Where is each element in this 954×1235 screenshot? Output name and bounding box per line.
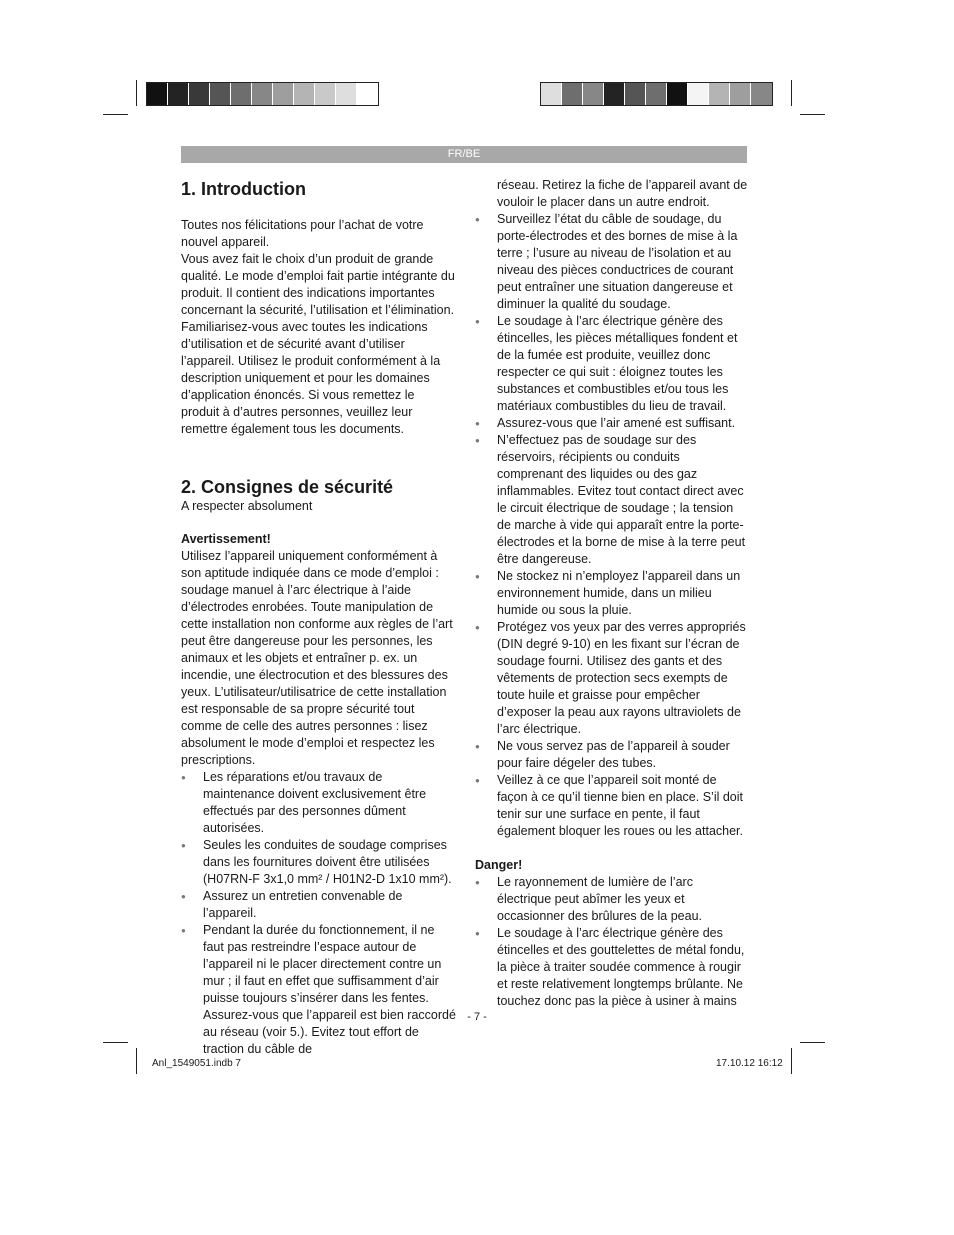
color-swatch	[583, 83, 604, 105]
list-item: ● Les réparations et/ou travaux de maintenance doivent exclusivement être effectués par des personnes dûment autorisées.	[181, 769, 456, 837]
list-item: ● Seules les conduites de soudage comprises dans les fournitures doivent être utilisées (H07RN-F 3x1,0 mm² / H01N2-D 1x10 mm²).	[181, 837, 456, 888]
color-swatch	[210, 83, 231, 105]
color-swatch	[730, 83, 751, 105]
language-bar: FR/BE	[181, 146, 747, 163]
color-swatch-bar-left	[146, 82, 379, 106]
crop-mark	[103, 114, 128, 115]
continued-bullet-text: réseau. Retirez la fiche de l’appareil avant de vouloir le placer dans un autre endroit.	[497, 178, 748, 209]
right-column	[475, 177, 749, 1010]
color-swatch	[189, 83, 210, 105]
color-swatch	[751, 83, 772, 105]
crop-mark	[136, 1048, 137, 1074]
crop-mark	[800, 114, 825, 115]
color-swatch	[688, 83, 709, 105]
list-item: ● Surveillez l’état du câble de soudage, du porte-électrodes et des bornes de mise à la terre ; l’usure au niveau de l’isolation et au niveau des pièces conductrices de courant peut entraîner une situation dangereuse et diminuer la qualité du soudage.	[475, 211, 749, 313]
color-swatch	[604, 83, 625, 105]
list-item: ● Pendant la durée du fonctionnement, il ne faut pas restreindre l’espace autour de l’appareil ni le placer directement contre un mur ; il faut en effet que suffisamment d’air puisse toujours s’insérer dans les fentes. Assurez-vous que l’appareil est bien raccordé au réseau (voir 5.). Evitez tout effort de traction du câble de	[181, 922, 456, 1058]
crop-mark	[791, 1048, 792, 1074]
color-swatch	[357, 83, 378, 105]
page-number: - 7 -	[467, 1011, 487, 1023]
intro-paragraph-2: Vous avez fait le choix d’un produit de grande qualité. Le mode d’emploi fait partie intégrante du produit. Il contient des indications importantes concernant la sécurité, l’utilisation et l’élimination. Familiarisez-vous avec toutes les indications d’utilisation et de sécurité avant d’utiliser l’appareil. Utilisez le produit conformément à la description uniquement et pour les domaines d’application énoncés. Si vous remettez le produit à d’autres personnes, veuillez leur remettre également tous les documents.	[181, 252, 455, 436]
section-title-introduction: 1. Introduction	[181, 179, 306, 199]
color-swatch	[273, 83, 294, 105]
color-swatch	[336, 83, 357, 105]
color-swatch	[541, 83, 562, 105]
list-item: ● Le rayonnement de lumière de l’arc électrique peut abîmer les yeux et occasionner des brûlures de la peau.	[475, 874, 749, 925]
crop-mark	[800, 1042, 825, 1043]
safety-subtitle: A respecter absolument	[181, 499, 313, 513]
warning-paragraph: Utilisez l’appareil uniquement conformément à son aptitude indiquée dans ce mode d’emploi : soudage manuel à l’arc électrique à l’aide d’électrodes enrobées. Toute manipulation de cette installation non conforme aux règles de l’art peut être dangereuse pour les personnes, les animaux et les objets et entraîner p. ex. un incendie, une électrocution et des blessures des yeux. L’utilisateur/utilisatrice de cette installation est responsable de sa propre sécurité tout comme de celle des autres personnes : lisez absolument le mode d’emploi et respectez les prescriptions.	[181, 549, 453, 767]
left-column	[181, 178, 456, 1058]
color-swatch	[231, 83, 252, 105]
list-item: ● Ne stockez ni n’employez l’appareil dans un environnement humide, dans un milieu humide ou sous la pluie.	[475, 568, 749, 619]
safety-bullet-list	[475, 211, 749, 840]
list-item: ● Assurez-vous que l’air amené est suffisant.	[475, 415, 749, 432]
color-swatch	[625, 83, 646, 105]
crop-mark	[103, 1042, 128, 1043]
list-item: ● Ne vous servez pas de l’appareil à souder pour faire dégeler des tubes.	[475, 738, 749, 772]
list-item: ● Le soudage à l’arc électrique génère des étincelles, les pièces métalliques fondent et de la fumée est produite, veuillez donc respecter ce qui suit : éloignez toutes les substances et combustibles et/ou tous les matériaux combustibles du lieu de travail.	[475, 313, 749, 415]
color-swatch	[168, 83, 189, 105]
list-item: ● Veillez à ce que l’appareil soit monté de façon à ce qu’il tienne bien en place. S’il doit tenir sur une surface en pente, il faut également bloquer les roues ou les attacher.	[475, 772, 749, 840]
color-swatch	[315, 83, 336, 105]
list-item: ● Assurez un entretien convenable de l’appareil.	[181, 888, 456, 922]
footer-filename: Anl_1549051.indb 7	[152, 1058, 241, 1069]
color-swatch	[646, 83, 667, 105]
danger-bullet-list	[475, 874, 749, 1010]
list-item: ● Le soudage à l’arc électrique génère des étincelles et des gouttelettes de métal fondu, la pièce à traiter soudée commence à rougir et reste relativement longtemps brûlante. Ne touchez donc pas la pièce à usiner à mains	[475, 925, 749, 1010]
color-swatch	[667, 83, 688, 105]
color-swatch	[294, 83, 315, 105]
danger-heading: Danger!	[475, 858, 523, 872]
crop-mark	[791, 80, 792, 106]
color-swatch	[709, 83, 730, 105]
color-swatch-bar-right	[540, 82, 773, 106]
section-title-safety: 2. Consignes de sécurité	[181, 477, 394, 497]
intro-paragraph-1: Toutes nos félicitations pour l’achat de votre nouvel appareil.	[181, 218, 424, 249]
crop-mark	[136, 80, 137, 106]
list-item: ● Protégez vos yeux par des verres appropriés (DIN degré 9-10) en les fixant sur l’écran de soudage fourni. Utilisez des gants et des vêtements de protection secs exempts de toute huile et graisse pour empêcher d’exposer la peau aux rayons ultraviolets de l’arc électrique.	[475, 619, 749, 738]
footer-timestamp: 17.10.12 16:12	[716, 1058, 783, 1069]
color-swatch	[562, 83, 583, 105]
color-swatch	[252, 83, 273, 105]
list-item: ● N’effectuez pas de soudage sur des réservoirs, récipients ou conduits comprenant des liquides ou des gaz inflammables. Evitez tout contact direct avec le circuit électrique de soudage ; la tension de marche à vide qui apparaît entre la porte-électrodes et la borne de mise à la terre peut être dangereuse.	[475, 432, 749, 568]
color-swatch	[147, 83, 168, 105]
warning-heading: Avertissement!	[181, 532, 271, 546]
